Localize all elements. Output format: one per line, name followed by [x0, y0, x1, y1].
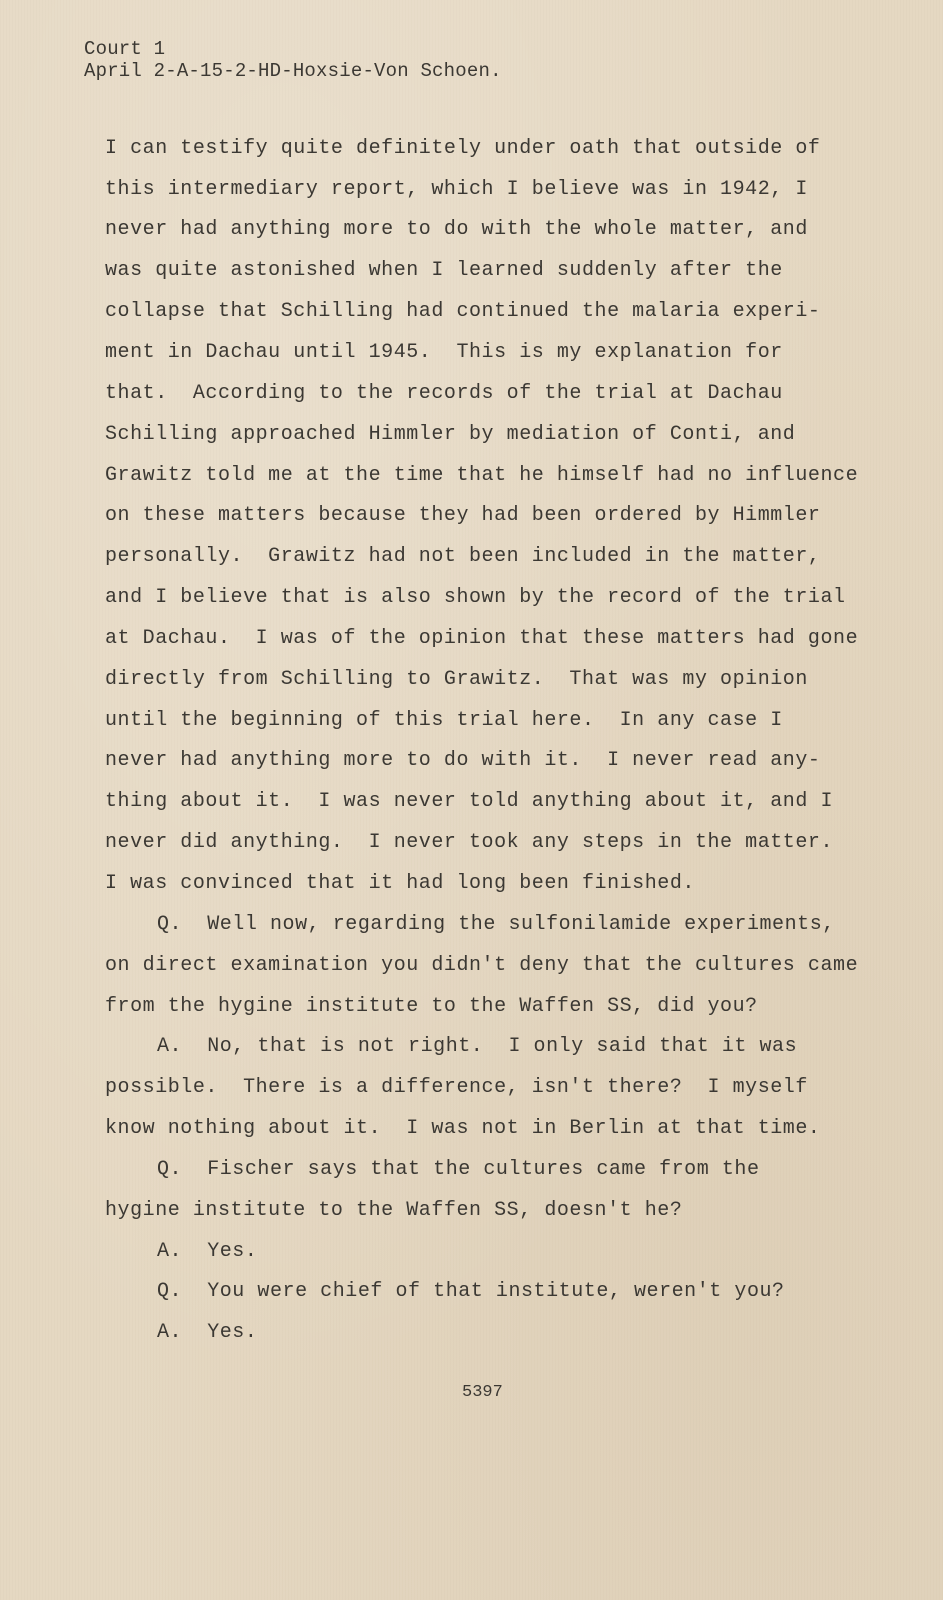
transcript-line: I was convinced that it had long been finished. [105, 872, 695, 895]
transcript-line: thing about it. I was never told anything about it, and I [105, 790, 834, 813]
transcript-line: never did anything. I never took any steps in the matter. [105, 831, 834, 854]
question-line: Q. You were chief of that institute, weren't you? [157, 1280, 785, 1303]
transcript-line: never had anything more to do with it. I never read any- [105, 749, 821, 772]
question-line: Q. Fischer says that the cultures came from the [157, 1158, 760, 1181]
transcript-line: on direct examination you didn't deny that the cultures came [105, 954, 859, 977]
transcript-line: Grawitz told me at the time that he himself had no influence [105, 464, 859, 487]
court-label: Court 1 [84, 38, 166, 60]
question-line: Q. Well now, regarding the sulfonilamide experiments, [157, 913, 835, 936]
transcript-line: until the beginning of this trial here. In any case I [105, 709, 783, 732]
transcript-line: know nothing about it. I was not in Berlin at that time. [105, 1117, 821, 1140]
transcript-line: Schilling approached Himmler by mediation of Conti, and [105, 423, 796, 446]
transcript-line: and I believe that is also shown by the record of the trial [105, 586, 846, 609]
transcript-line: from the hygine institute to the Waffen SS, did you? [105, 995, 758, 1018]
transcript-line: never had anything more to do with the whole matter, and [105, 218, 808, 241]
transcript-line: on these matters because they had been ordered by Himmler [105, 504, 821, 527]
transcript-line: that. According to the records of the trial at Dachau [105, 382, 783, 405]
document-header [84, 38, 502, 82]
answer-line: A. No, that is not right. I only said that it was [157, 1035, 798, 1058]
transcript-line: personally. Grawitz had not been included in the matter, [105, 545, 821, 568]
transcript-line: ment in Dachau until 1945. This is my explanation for [105, 341, 783, 364]
transcript-line: possible. There is a difference, isn't there? I myself [105, 1076, 808, 1099]
transcript-line: I can testify quite definitely under oath that outside of [105, 137, 821, 160]
transcript-line: at Dachau. I was of the opinion that these matters had gone [105, 627, 859, 650]
answer-line: A. Yes. [157, 1321, 258, 1344]
transcript-line: this intermediary report, which I believe was in 1942, I [105, 178, 808, 201]
transcript-line: was quite astonished when I learned suddenly after the [105, 259, 783, 282]
transcript-line: hygine institute to the Waffen SS, doesn't he? [105, 1199, 683, 1222]
page-number: 5397 [462, 1383, 503, 1402]
answer-line: A. Yes. [157, 1240, 258, 1263]
transcript-line: directly from Schilling to Grawitz. That was my opinion [105, 668, 808, 691]
transcript-line: collapse that Schilling had continued the malaria experi- [105, 300, 821, 323]
session-identifier: April 2-A-15-2-HD-Hoxsie-Von Schoen. [84, 60, 502, 82]
